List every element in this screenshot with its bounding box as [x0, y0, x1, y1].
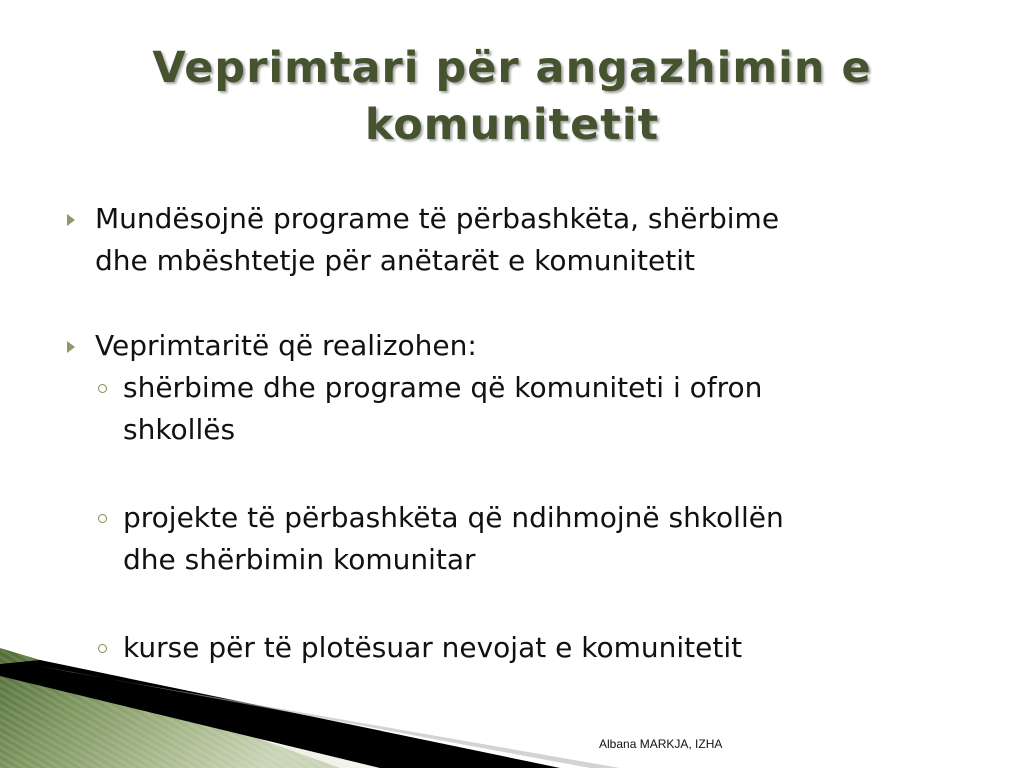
bullet-text: Veprimtaritë që realizohen:: [95, 329, 477, 362]
ring-icon: [98, 384, 107, 393]
bullet-text-line: Mundësojnë programe të përbashkëta, shërbime: [95, 202, 780, 235]
slide-title: [40, 40, 984, 154]
sub-bullet-list: [58, 367, 978, 669]
slide-content: [58, 198, 978, 669]
ring-icon: [98, 644, 107, 653]
sub-bullet-text-line: shërbime dhe programe që komuniteti i ofron: [123, 371, 763, 404]
bullet-text-line: dhe mbështetje për anëtarët e komunitetit: [95, 244, 695, 277]
footer-author: Albana MARKJA, IZHA: [599, 737, 723, 751]
triangle-right-icon: [67, 214, 75, 226]
sub-bullet-item: [87, 497, 978, 581]
triangle-right-icon: [67, 341, 75, 353]
title-line-2: komunitetit: [364, 100, 660, 150]
sub-bullet-text-line: shkollës: [123, 413, 236, 446]
title-line-1: Veprimtari për angazhimin e: [152, 43, 872, 93]
ring-icon: [98, 514, 107, 523]
sub-bullet-item: [87, 627, 978, 669]
bullet-item: [58, 198, 978, 282]
bullet-item: [58, 325, 978, 367]
sub-bullet-item: [87, 367, 978, 451]
sub-bullet-text-line: projekte të përbashkëta që ndihmojnë shkollën: [123, 501, 784, 534]
sub-bullet-text-line: kurse për të plotësuar nevojat e komunitetit: [123, 631, 743, 664]
sub-bullet-text-line: dhe shërbimin komunitar: [123, 543, 476, 576]
